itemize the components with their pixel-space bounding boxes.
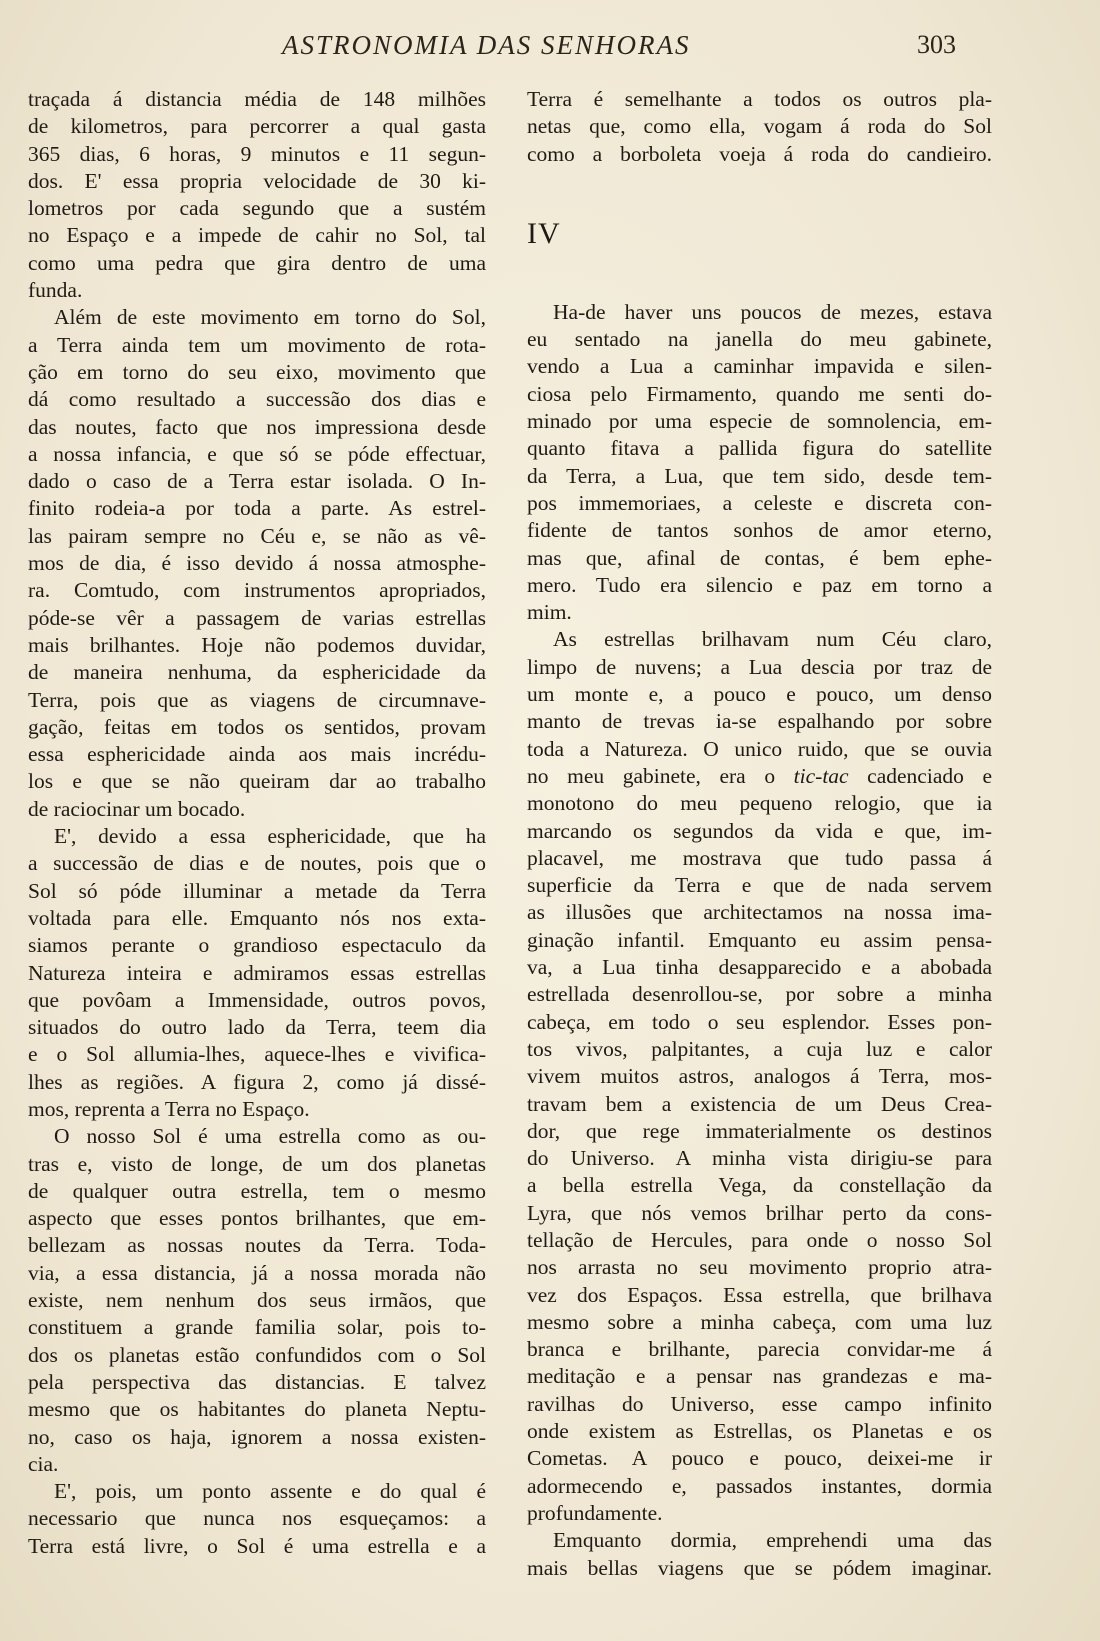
text-line: mos, reprenta a Terra no Espaço.: [28, 1096, 310, 1121]
text-line: branca e brilhante, parecia convidar-me á: [527, 1337, 992, 1362]
text-line: das noutes, facto que nos impressiona desde: [28, 414, 486, 439]
text-fragment: cadenciado e: [848, 763, 992, 788]
text-line: superficie da Terra e que de nada servem: [527, 873, 992, 898]
text-line: ção em torno do seu eixo, movimento que: [28, 359, 486, 384]
text-line: essa esphericidade ainda aos mais incrédu-: [28, 742, 486, 767]
text-line: [527, 763, 992, 790]
text-line: dos os planetas estão confundidos com o Sol: [28, 1342, 486, 1367]
left-text-column: [28, 86, 486, 1560]
text-line: pos immemoriaes, a celeste e discreta con-: [527, 490, 992, 515]
italic-phrase: tic-tac: [793, 763, 849, 788]
text-line: manto de trevas ia-se espalhando por sobre: [527, 709, 992, 734]
text-line: Cometas. A pouco e pouco, deixei-me ir: [527, 1446, 992, 1471]
text-line: existe, nem nenhum dos seus irmãos, que: [28, 1288, 486, 1313]
text-line: de maneira nenhuma, da esphericidade da: [28, 660, 486, 685]
text-line: quanto fitava a pallida figura do satellite: [527, 436, 992, 461]
text-line: Além de este movimento em torno do Sol,: [54, 305, 486, 330]
text-line: lhes as regiões. A figura 2, como já dissé-: [28, 1069, 486, 1094]
text-line: fidente de tantos sonhos de amor eterno,: [527, 518, 992, 543]
spacer: [527, 274, 992, 299]
text-line: Lyra, que nós vemos brilhar perto da cons-: [527, 1200, 992, 1225]
text-line: voltada para elle. Emquanto nós nos exta-: [28, 905, 486, 930]
text-line: E', devido a essa esphericidade, que ha: [54, 824, 486, 849]
text-line: netas que, como ella, vogam á roda do Sol: [527, 114, 992, 139]
text-line: ginação infantil. Emquanto eu assim pensa-: [527, 927, 992, 952]
text-line: marcando os segundos da vida e que, im-: [527, 818, 992, 843]
text-line: vendo a Lua a caminhar impavida e silen-: [527, 354, 992, 379]
text-line: aspecto que esses pontos brilhantes, que em-: [28, 1206, 486, 1231]
text-line: mais bellas viagens que se pódem imaginar.: [527, 1555, 992, 1580]
text-line: Natureza inteira e admiramos essas estrellas: [28, 960, 486, 985]
text-line: Ha-de haver uns poucos de mezes, estava: [553, 299, 992, 324]
text-line: como uma pedra que gira dentro de uma: [28, 250, 486, 275]
text-fragment: no meu gabinete, era o: [527, 763, 794, 788]
text-line: Sol só póde illuminar a metade da Terra: [28, 878, 486, 903]
text-line: póde-se vêr a passagem de varias estrellas: [28, 605, 486, 630]
text-line: situados do outro lado da Terra, teem dia: [28, 1015, 486, 1040]
text-line: tellação de Hercules, para onde o nosso Sol: [527, 1227, 992, 1252]
text-line: onde existem as Estrellas, os Planetas e os: [527, 1419, 992, 1444]
text-line: pela perspectiva das distancias. E talvez: [28, 1369, 486, 1394]
spacer: [527, 168, 992, 193]
text-line: mesmo sobre a minha cabeça, com uma luz: [527, 1309, 992, 1334]
text-line: ra. Comtudo, com instrumentos apropriados,: [28, 578, 486, 603]
page-number: 303: [917, 30, 956, 59]
text-line: dos. E' essa propria velocidade de 30 ki-: [28, 168, 486, 193]
text-line: Emquanto dormia, emprehendi uma das: [553, 1528, 992, 1553]
text-line: gação, feitas em todos os sentidos, provam: [28, 714, 486, 739]
text-line: constituem a grande familia solar, pois to-: [28, 1315, 486, 1340]
right-column-opening-lines: [527, 86, 992, 168]
text-line: mos de dia, é isso devido á nossa atmosphe-: [28, 551, 486, 576]
text-line: de qualquer outra estrella, tem o mesmo: [28, 1178, 486, 1203]
text-line: finito rodeia-a por toda a parte. As estrel-: [28, 496, 486, 521]
text-line: e o Sol allumia-lhes, aquece-lhes e vivifica-: [28, 1042, 486, 1067]
text-line: a Terra ainda tem um movimento de rota-: [28, 332, 486, 357]
text-line: Terra está livre, o Sol é uma estrella e a: [28, 1533, 486, 1558]
text-line: a successão de dias e de noutes, pois que o: [28, 851, 486, 876]
text-line: As estrellas brilhavam num Céu claro,: [553, 627, 992, 652]
text-line: tras e, visto de longe, de um dos planetas: [28, 1151, 486, 1176]
text-line: los e que se não queiram dar ao trabalho: [28, 769, 486, 794]
text-line: monotono do meu pequeno relogio, que ia: [527, 791, 992, 816]
text-line: 365 dias, 6 horas, 9 minutos e 11 segun-: [28, 141, 486, 166]
text-line: as illusões que architectamos na nossa ima-: [527, 900, 992, 925]
text-line: eu sentado na janella do meu gabinete,: [527, 327, 992, 352]
text-line: profundamente.: [527, 1500, 663, 1525]
text-line: dado o caso de a Terra estar isolada. O In-: [28, 469, 486, 494]
text-line: nos arrasta no seu movimento proprio atra-: [527, 1255, 992, 1280]
text-line: siamos perante o grandioso espectaculo da: [28, 933, 486, 958]
section-heading: IV: [527, 216, 561, 250]
right-text-column: [527, 86, 992, 1582]
text-line: bellezam as nossas noutes da Terra. Toda-: [28, 1233, 486, 1258]
text-line: lometros por cada segundo que a sustém: [28, 196, 486, 221]
text-line: estrellada desenrollou-se, por sobre a minha: [527, 982, 992, 1007]
text-line: de raciocinar um bocado.: [28, 796, 246, 821]
text-line: meditação e a pensar nas grandezas e ma-: [527, 1364, 992, 1389]
text-line: traçada á distancia média de 148 milhões: [28, 87, 486, 111]
text-line: ravilhas do Universo, esse campo infinito: [527, 1391, 992, 1416]
text-line: um monte e, a pouco e pouco, um denso: [527, 682, 992, 707]
text-line: E', pois, um ponto assente e do qual é: [54, 1479, 486, 1504]
text-line: dá como resultado a successão dos dias e: [28, 387, 486, 412]
text-line: funda.: [28, 278, 83, 303]
text-line: no, caso os haja, ignorem a nossa existen-: [28, 1424, 486, 1449]
text-line: vivem muitos astros, analogos á Terra, mos-: [527, 1064, 992, 1089]
text-line: Terra, pois que as viagens de circumnave-: [28, 687, 486, 712]
text-line: travam bem a existencia de um Deus Crea-: [527, 1091, 992, 1116]
text-line: mim.: [527, 600, 572, 625]
text-line: va, a Lua tinha desapparecido e a abobada: [527, 955, 992, 980]
text-line: cabeça, em todo o seu esplendor. Esses pon-: [527, 1009, 992, 1034]
text-line: no Espaço e a impede de cahir no Sol, tal: [28, 223, 486, 248]
text-line: que povôam a Immensidade, outros povos,: [28, 987, 486, 1012]
text-line: mas que, afinal de contas, é bem ephe-: [527, 545, 992, 570]
text-line: necessario que nunca nos esqueçamos: a: [28, 1506, 486, 1531]
text-line: mais brilhantes. Hoje não podemos duvidar,: [28, 632, 486, 657]
text-line: tos vivos, palpitantes, a cuja luz e calor: [527, 1036, 992, 1061]
text-line: adormecendo e, passados instantes, dormia: [527, 1473, 992, 1498]
text-line: minado por uma especie de somnolencia, em-: [527, 409, 992, 434]
text-line: mero. Tudo era silencio e paz em torno a: [527, 572, 992, 597]
text-line: dor, que rege immaterialmente os destinos: [527, 1118, 992, 1143]
text-line: a bella estrella Vega, da constellação da: [527, 1173, 992, 1198]
text-line: las pairam sempre no Céu e, se não as vê-: [28, 523, 486, 548]
text-line: vez dos Espaços. Essa estrella, que brilhava: [527, 1282, 992, 1307]
right-column-chapter-text: [527, 299, 992, 1582]
text-line: como a borboleta voeja á roda do candieiro.: [527, 141, 992, 166]
text-line: cia.: [28, 1451, 59, 1476]
text-line: toda a Natureza. O unico ruido, que se ouvia: [527, 736, 992, 761]
text-line: ciosa pelo Firmamento, quando me senti do-: [527, 381, 992, 406]
text-line: a nossa infancia, e que só se póde effectuar,: [28, 441, 486, 466]
text-line: placavel, me mostrava que tudo passa á: [527, 845, 992, 870]
text-line: de kilometros, para percorrer a qual gasta: [28, 114, 486, 139]
text-line: O nosso Sol é uma estrella como as ou-: [54, 1124, 486, 1149]
text-line: do Universo. A minha vista dirigiu-se para: [527, 1146, 992, 1171]
text-line: da Terra, a Lua, que tem sido, desde tem-: [527, 463, 992, 488]
text-line: limpo de nuvens; a Lua descia por traz de: [527, 654, 992, 679]
text-line: mesmo que os habitantes do planeta Neptu-: [28, 1397, 486, 1422]
text-line: Terra é semelhante a todos os outros pla-: [527, 87, 992, 111]
running-title: ASTRONOMIA DAS SENHORAS: [282, 30, 691, 60]
running-header: [0, 26, 1100, 66]
text-line: via, a essa distancia, já a nossa morada não: [28, 1260, 486, 1285]
